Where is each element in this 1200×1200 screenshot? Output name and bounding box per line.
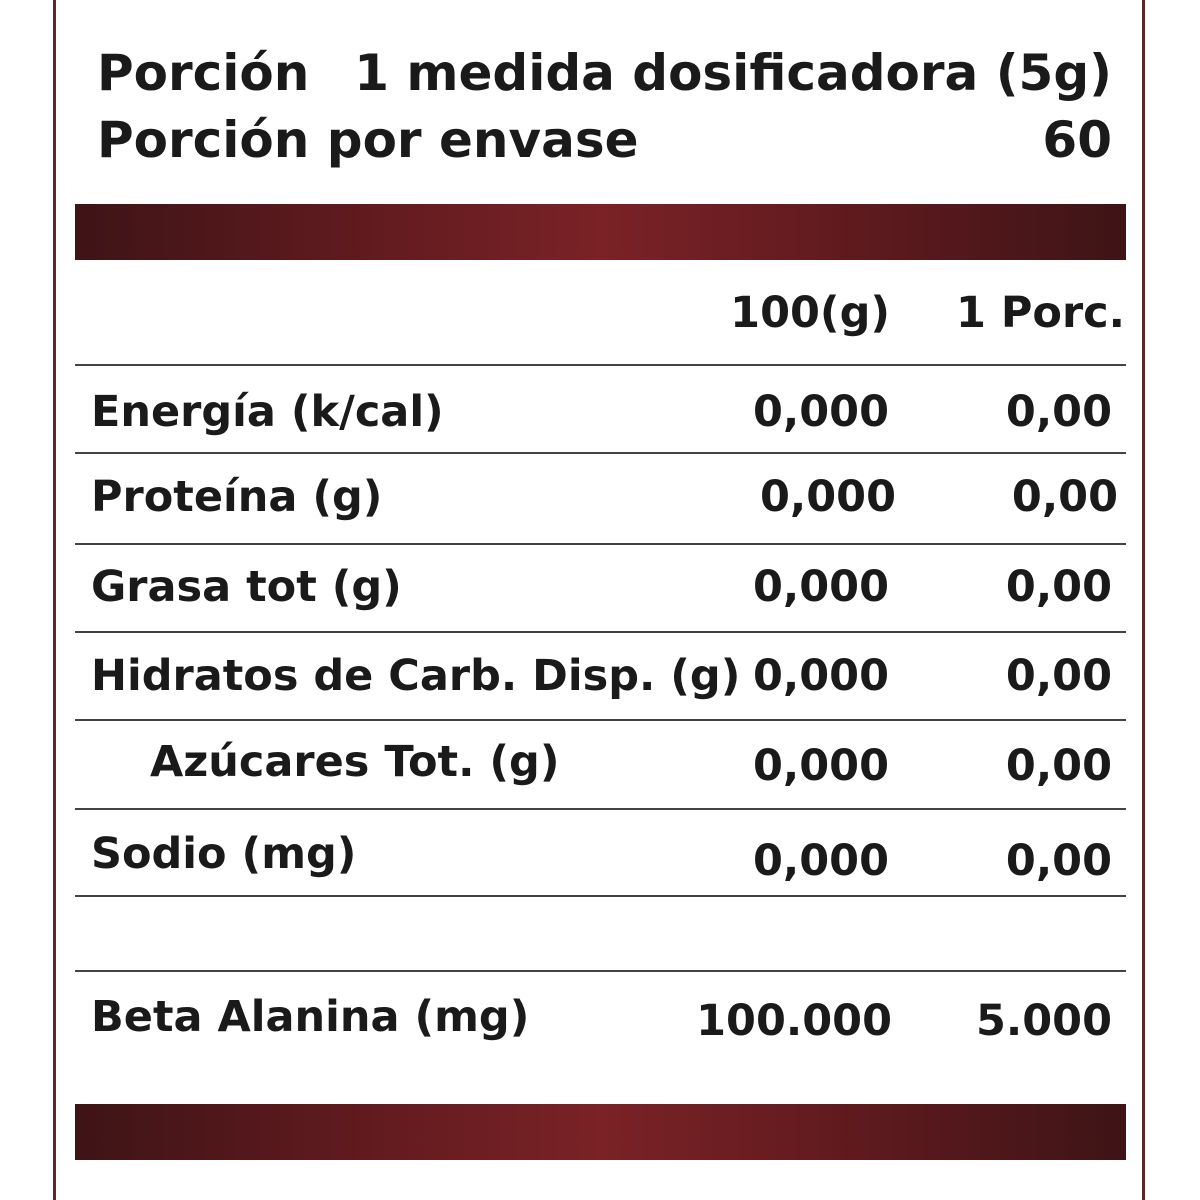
- nutrient-value-portion: 5.000: [975, 996, 1112, 1046]
- divider: [75, 970, 1126, 972]
- nutrient-value-portion: 0,00: [1005, 741, 1112, 791]
- divider: [75, 364, 1126, 366]
- nutrient-name: Energía (k/cal): [91, 387, 444, 437]
- nutrient-value-100g: 0,000: [759, 472, 896, 522]
- nutrient-name: Hidratos de Carb. Disp. (g): [91, 651, 741, 701]
- divider: [75, 895, 1126, 897]
- label-frame-right: [1142, 0, 1145, 1200]
- nutrient-name: Grasa tot (g): [91, 562, 402, 612]
- nutrient-value-portion: 0,00: [1011, 472, 1118, 522]
- nutrient-name-sub: Azúcares Tot. (g): [150, 737, 560, 787]
- divider: [75, 719, 1126, 721]
- nutrient-value-portion: 0,00: [1005, 387, 1112, 437]
- divider: [75, 631, 1126, 633]
- nutrient-value-100g: 0,000: [752, 836, 889, 886]
- bottom-color-bar: [75, 1104, 1126, 1160]
- nutrient-value-100g: 100.000: [696, 996, 892, 1046]
- nutrient-value-portion: 0,00: [1005, 836, 1112, 886]
- servings-per-container-value: 60: [1042, 111, 1112, 169]
- nutrient-name: Beta Alanina (mg): [91, 992, 530, 1042]
- divider: [75, 452, 1126, 454]
- column-header-portion: 1 Porc.: [956, 288, 1125, 338]
- label-frame-left: [53, 0, 56, 1200]
- serving-label: Porción: [97, 44, 310, 102]
- divider: [75, 808, 1126, 810]
- nutrient-name: Sodio (mg): [91, 829, 357, 879]
- nutrient-value-portion: 0,00: [1005, 651, 1112, 701]
- column-header-100g: 100(g): [730, 288, 890, 338]
- nutrient-value-100g: 0,000: [752, 741, 889, 791]
- nutrient-value-portion: 0,00: [1005, 562, 1112, 612]
- servings-per-container-label: Porción por envase: [97, 111, 639, 169]
- divider: [75, 543, 1126, 545]
- nutrient-value-100g: 0,000: [752, 651, 889, 701]
- top-color-bar: [75, 204, 1126, 260]
- nutrient-name: Proteína (g): [91, 472, 383, 522]
- nutrient-value-100g: 0,000: [752, 562, 889, 612]
- nutrient-value-100g: 0,000: [752, 387, 889, 437]
- serving-value: 1 medida dosificadora (5g): [354, 44, 1112, 102]
